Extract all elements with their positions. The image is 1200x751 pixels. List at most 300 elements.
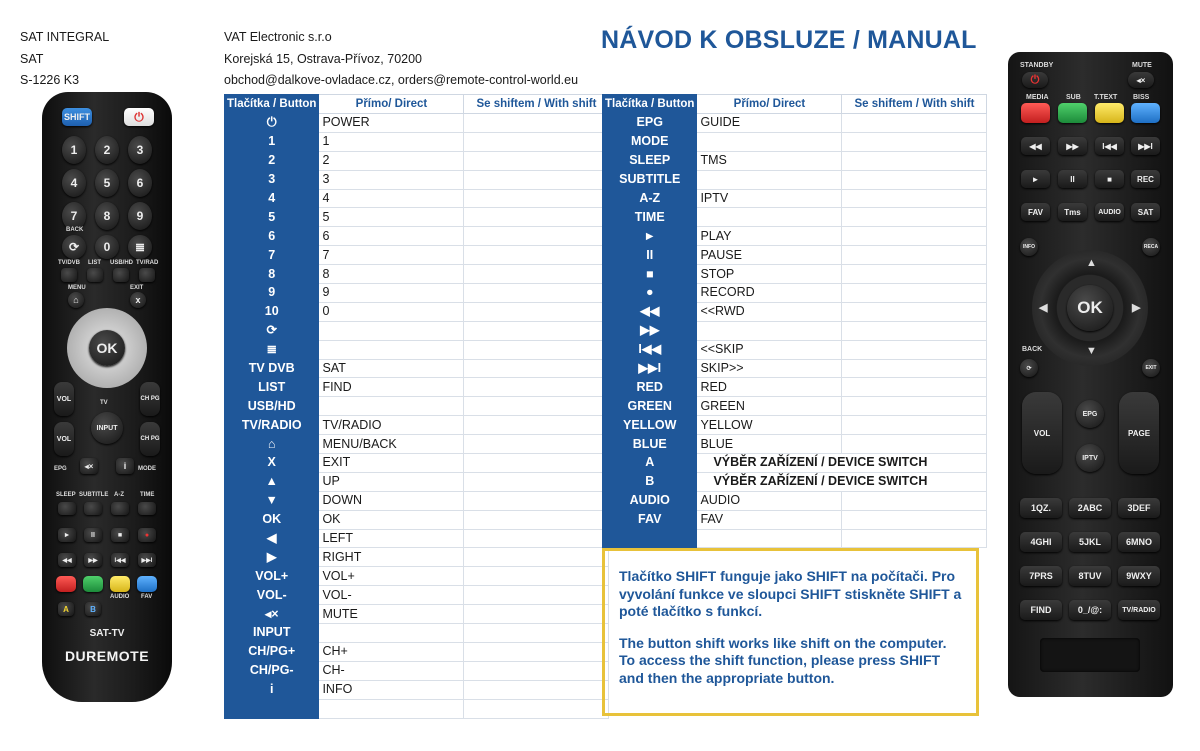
- blue-button: [1131, 103, 1160, 123]
- green-button: [83, 576, 103, 592]
- shift-function-cell: [464, 416, 609, 435]
- button-name-cell: II: [603, 246, 697, 265]
- digit-button: 4: [62, 169, 86, 197]
- rewind-icon: ◀◀: [1021, 137, 1050, 155]
- direct-function-cell: [697, 170, 842, 189]
- direct-function-cell: RIGHT: [319, 548, 464, 567]
- left-icon: ◀: [1039, 302, 1048, 314]
- button-name-cell: RED: [603, 378, 697, 397]
- button-name-cell: i: [225, 680, 319, 699]
- button-name-cell: 4: [225, 189, 319, 208]
- company-info: [224, 27, 578, 92]
- button-name-cell: EPG: [603, 114, 697, 133]
- table-row: [603, 189, 987, 208]
- direct-function-cell: 2: [319, 151, 464, 170]
- shift-function-cell: [842, 208, 987, 227]
- digit-button: 9WXY: [1118, 566, 1160, 586]
- ok-button: OK: [89, 330, 125, 366]
- company-address: Korejská 15, Ostrava-Přívoz, 70200: [224, 51, 423, 66]
- stop-icon: ■: [111, 528, 129, 542]
- back-label: BACK: [66, 227, 84, 233]
- button-name-cell: ●: [603, 284, 697, 303]
- button-name-cell: 8: [225, 265, 319, 284]
- button-name-cell: X: [225, 454, 319, 473]
- table-header-row: [603, 95, 987, 114]
- shift-function-cell: [464, 510, 609, 529]
- skip-forward-icon: ▶▶I: [1131, 137, 1160, 155]
- table-row: [603, 472, 987, 491]
- button-name-cell: 9: [225, 284, 319, 303]
- model-line: S-1226 K3: [20, 73, 80, 87]
- pause-icon: II: [84, 528, 102, 542]
- direct-function-cell: LEFT: [319, 529, 464, 548]
- button-name-cell: 10: [225, 302, 319, 321]
- digit-button: 8: [95, 202, 119, 230]
- shift-function-cell: [464, 321, 609, 340]
- button-name-cell: B: [603, 472, 697, 491]
- button-name-cell: TV DVB: [225, 359, 319, 378]
- shift-function-cell: [464, 170, 609, 189]
- direct-function-cell: OK: [319, 510, 464, 529]
- table-row: [225, 642, 609, 661]
- tms-button: Tms: [1058, 203, 1087, 221]
- shift-function-cell: [464, 284, 609, 303]
- table-row: [225, 605, 609, 624]
- back-icon: ⟳: [62, 235, 86, 259]
- button-name-cell: TV/RADIO: [225, 416, 319, 435]
- direct-function-cell: [319, 340, 464, 359]
- shift-function-cell: [842, 246, 987, 265]
- table-row: [225, 661, 609, 680]
- direct-function-cell: <<RWD: [697, 302, 842, 321]
- direct-function-cell: [319, 624, 464, 643]
- button-name-cell: ▲: [225, 472, 319, 491]
- shift-button: SHIFT: [62, 108, 92, 126]
- epg-button: EPG: [1076, 400, 1104, 428]
- table-row: [225, 472, 609, 491]
- shift-note-box: [602, 548, 979, 716]
- header-direct: Přímo/ Direct: [697, 95, 842, 114]
- duremote-remote-image: [42, 92, 172, 702]
- direct-function-cell: DOWN: [319, 491, 464, 510]
- button-name-cell: ■: [603, 265, 697, 284]
- standby-label: STANDBY: [1020, 62, 1054, 69]
- direct-function-cell: VOL+: [319, 567, 464, 586]
- direct-function-cell: IPTV: [697, 189, 842, 208]
- digit-button: 0: [95, 235, 119, 259]
- up-icon: ▲: [1086, 257, 1097, 269]
- company-email: obchod@dalkove-ovladace.cz, orders@remote-control-world.eu: [224, 73, 579, 87]
- shift-function-cell: [464, 605, 609, 624]
- button-name-cell: SLEEP: [603, 151, 697, 170]
- table-row: [225, 567, 609, 586]
- mode-label: MODE: [138, 466, 156, 472]
- table-row: [225, 680, 609, 699]
- shift-function-cell: [464, 567, 609, 586]
- direct-function-cell: STOP: [697, 265, 842, 284]
- button-name-cell: CH/PG-: [225, 661, 319, 680]
- device-switch-cell: VÝBĚR ZAŘÍZENÍ / DEVICE SWITCH: [697, 472, 987, 491]
- button-name-cell: ►: [603, 227, 697, 246]
- shift-function-cell: [842, 114, 987, 133]
- time-label: TIME: [140, 492, 155, 498]
- button-name-cell: ▶: [225, 548, 319, 567]
- model-line: SAT INTEGRAL: [20, 30, 110, 44]
- digit-button: 2ABC: [1069, 498, 1111, 518]
- table-row: [225, 151, 609, 170]
- direct-function-cell: MENU/BACK: [319, 435, 464, 454]
- button-name-cell: ◂×: [225, 605, 319, 624]
- table-row: [225, 132, 609, 151]
- model-line: SAT: [20, 51, 44, 66]
- back-label: BACK: [1022, 346, 1043, 353]
- button-name-cell: ▶▶I: [603, 359, 697, 378]
- button-name-cell: A: [603, 454, 697, 473]
- button-name-cell: GREEN: [603, 397, 697, 416]
- tv-label: TV: [100, 400, 108, 406]
- direct-function-cell: CH-: [319, 661, 464, 680]
- direct-function-cell: BLUE: [697, 435, 842, 454]
- tvradio-button: [139, 268, 155, 282]
- direct-function-cell: 6: [319, 227, 464, 246]
- direct-function-cell: SKIP>>: [697, 359, 842, 378]
- recall-button: RECA: [1142, 238, 1160, 256]
- power-icon: ⏻: [1022, 72, 1048, 88]
- table-row: [603, 208, 987, 227]
- direct-function-cell: PLAY: [697, 227, 842, 246]
- button-name-cell: CH/PG+: [225, 642, 319, 661]
- table-row: [225, 510, 609, 529]
- button-name-cell: BLUE: [603, 435, 697, 454]
- table-row: [603, 454, 987, 473]
- table-row: [225, 189, 609, 208]
- shift-function-cell: [464, 699, 609, 718]
- shift-function-cell: [464, 246, 609, 265]
- digit-button: 3DEF: [1118, 498, 1160, 518]
- find-button: FIND: [1020, 600, 1062, 620]
- shift-function-cell: [842, 397, 987, 416]
- direct-function-cell: 0: [319, 302, 464, 321]
- button-name-cell: 5: [225, 208, 319, 227]
- a-button: A: [58, 602, 74, 616]
- shift-function-cell: [842, 151, 987, 170]
- digit-button: 1: [62, 136, 86, 164]
- fav-button: FAV: [1021, 203, 1050, 221]
- direct-function-cell: AUDIO: [697, 491, 842, 510]
- shift-function-cell: [842, 510, 987, 529]
- table-row: [225, 624, 609, 643]
- direct-function-cell: INFO: [319, 680, 464, 699]
- shift-function-cell: [842, 132, 987, 151]
- info-button: INFO: [1020, 238, 1038, 256]
- table-row: [603, 265, 987, 284]
- ch-up-button: CH PG: [140, 382, 160, 416]
- direct-function-cell: CH+: [319, 642, 464, 661]
- shift-function-cell: [842, 284, 987, 303]
- direct-function-cell: [319, 397, 464, 416]
- digit-button: 8TUV: [1069, 566, 1111, 586]
- table-row: [603, 170, 987, 189]
- direct-function-cell: MUTE: [319, 605, 464, 624]
- shift-function-cell: [842, 359, 987, 378]
- direct-function-cell: [697, 321, 842, 340]
- table-row: [225, 416, 609, 435]
- shift-function-cell: [842, 435, 987, 454]
- skip-back-icon: I◀◀: [111, 553, 129, 567]
- menu-label: MENU: [68, 285, 86, 291]
- button-table-right: [602, 94, 987, 548]
- button-name-cell: [603, 529, 697, 548]
- button-name-cell: 6: [225, 227, 319, 246]
- time-button: [138, 502, 156, 515]
- subtitle-button: [84, 502, 102, 515]
- shift-function-cell: [464, 265, 609, 284]
- direct-function-cell: <<SKIP: [697, 340, 842, 359]
- mute-icon: ◂×: [80, 458, 98, 474]
- direct-function-cell: 8: [319, 265, 464, 284]
- direct-function-cell: [319, 321, 464, 340]
- button-name-cell: VOL-: [225, 586, 319, 605]
- button-name-cell: YELLOW: [603, 416, 697, 435]
- direct-function-cell: GUIDE: [697, 114, 842, 133]
- shift-function-cell: [464, 302, 609, 321]
- shift-function-cell: [464, 454, 609, 473]
- header-button: Tlačítka / Button: [225, 95, 319, 114]
- table-row: [603, 151, 987, 170]
- table-row: [225, 284, 609, 303]
- direct-function-cell: [697, 132, 842, 151]
- button-name-cell: ▶▶: [603, 321, 697, 340]
- button-name-cell: ◀: [225, 529, 319, 548]
- digit-button: 6: [128, 169, 152, 197]
- table-row: [603, 416, 987, 435]
- table-row: [225, 246, 609, 265]
- az-button: [111, 502, 129, 515]
- direct-function-cell: EXIT: [319, 454, 464, 473]
- digit-button: 0_/@:: [1069, 600, 1111, 620]
- shift-function-cell: [464, 378, 609, 397]
- iptv-button: IPTV: [1076, 444, 1104, 472]
- table-row: [603, 227, 987, 246]
- table-row: [225, 586, 609, 605]
- direct-function-cell: 4: [319, 189, 464, 208]
- list-button: [87, 268, 103, 282]
- shift-function-cell: [464, 340, 609, 359]
- skip-forward-icon: ▶▶I: [138, 553, 156, 567]
- direct-function-cell: [697, 208, 842, 227]
- exit-button: EXIT: [1142, 359, 1160, 377]
- table-row: [225, 548, 609, 567]
- input-button: INPUT: [91, 412, 123, 444]
- tvrad-label: TV/RAD: [136, 260, 159, 266]
- company-name: VAT Electronic s.r.o: [224, 30, 332, 44]
- table-row: [225, 491, 609, 510]
- table-row: [603, 321, 987, 340]
- vol-down-button: VOL: [54, 422, 74, 456]
- b-button: B: [85, 602, 101, 616]
- list-icon: ≣: [128, 235, 152, 259]
- ch-down-button: CH PG: [140, 422, 160, 456]
- button-name-cell: I◀◀: [603, 340, 697, 359]
- media-label: MEDIA: [1026, 94, 1049, 101]
- direct-function-cell: 3: [319, 170, 464, 189]
- page-title: NÁVOD K OBSLUZE / MANUAL: [601, 26, 977, 54]
- table-row: [603, 114, 987, 133]
- shift-function-cell: [464, 189, 609, 208]
- button-name-cell: MODE: [603, 132, 697, 151]
- vol-up-button: VOL: [54, 382, 74, 416]
- button-name-cell: ▼: [225, 491, 319, 510]
- shift-function-cell: [464, 661, 609, 680]
- shift-function-cell: [464, 586, 609, 605]
- list-label: LIST: [88, 260, 101, 266]
- table-row: [603, 359, 987, 378]
- shift-note-cz: Tlačítko SHIFT funguje jako SHIFT na počítači. Pro vyvolání funkce ve sloupci SHIFT stiskněte SHIFT a poté tlačítko s funkcí.: [619, 568, 962, 619]
- button-name-cell: INPUT: [225, 624, 319, 643]
- sat-button: SAT: [1131, 203, 1160, 221]
- yellow-button: [1095, 103, 1124, 123]
- shift-function-cell: [842, 302, 987, 321]
- table-header-row: [225, 95, 609, 114]
- shift-function-cell: [464, 472, 609, 491]
- mute-label: MUTE: [1132, 62, 1152, 69]
- table-row: [225, 529, 609, 548]
- digit-button: 7PRS: [1020, 566, 1062, 586]
- page-rocker: PAGE: [1119, 392, 1159, 474]
- button-name-cell: 7: [225, 246, 319, 265]
- direct-function-cell: TV/RADIO: [319, 416, 464, 435]
- direct-function-cell: [697, 529, 842, 548]
- table-row: [603, 340, 987, 359]
- shift-function-cell: [842, 529, 987, 548]
- digit-button: 9: [128, 202, 152, 230]
- direct-function-cell: VOL-: [319, 586, 464, 605]
- table-row: [225, 340, 609, 359]
- right-icon: ▶: [1132, 302, 1141, 314]
- table-row: [225, 114, 609, 133]
- table-row: [225, 170, 609, 189]
- az-label: A-Z: [114, 492, 124, 498]
- original-remote-image: [1008, 52, 1173, 697]
- fast-forward-icon: ▶▶: [84, 553, 102, 567]
- model-label: SAT-TV: [89, 628, 125, 639]
- sub-label: SUB: [1066, 94, 1081, 101]
- exit-label: EXIT: [130, 285, 144, 291]
- shift-function-cell: [842, 491, 987, 510]
- table-row: [225, 454, 609, 473]
- table-row: [603, 435, 987, 454]
- fast-forward-icon: ▶▶: [1058, 137, 1087, 155]
- play-icon: ►: [58, 528, 76, 542]
- sleep-label: SLEEP: [56, 492, 76, 498]
- table-row: [225, 321, 609, 340]
- usbhd-button: [113, 268, 129, 282]
- table-row: [225, 302, 609, 321]
- table-row: [225, 359, 609, 378]
- shift-function-cell: [464, 227, 609, 246]
- table-row: [225, 265, 609, 284]
- model-info: [20, 27, 109, 92]
- shift-function-cell: [464, 680, 609, 699]
- rec-button: REC: [1131, 170, 1160, 188]
- button-name-cell: LIST: [225, 378, 319, 397]
- shift-function-cell: [842, 340, 987, 359]
- header-shift: Se shiftem / With shift: [842, 95, 987, 114]
- digit-button: 1QZ.: [1020, 498, 1062, 518]
- button-name-cell: 1: [225, 132, 319, 151]
- ok-button: OK: [1067, 285, 1113, 331]
- shift-function-cell: [464, 491, 609, 510]
- table-row: [603, 302, 987, 321]
- button-name-cell: ≣: [225, 340, 319, 359]
- play-icon: ►: [1021, 170, 1050, 188]
- home-icon: ⌂: [68, 292, 84, 308]
- green-button: [1058, 103, 1087, 123]
- shift-function-cell: [464, 359, 609, 378]
- biss-label: BISS: [1133, 94, 1150, 101]
- down-icon: ▼: [1086, 345, 1097, 357]
- table-row: [225, 208, 609, 227]
- direct-function-cell: RECORD: [697, 284, 842, 303]
- shift-function-cell: [842, 378, 987, 397]
- rewind-icon: ◀◀: [58, 553, 76, 567]
- power-icon: ⏻: [124, 108, 154, 126]
- table-row: [225, 435, 609, 454]
- button-name-cell: A-Z: [603, 189, 697, 208]
- shift-function-cell: [842, 265, 987, 284]
- tvradio-button: TV/RADIO: [1118, 600, 1160, 620]
- shift-function-cell: [842, 321, 987, 340]
- button-name-cell: FAV: [603, 510, 697, 529]
- direct-function-cell: PAUSE: [697, 246, 842, 265]
- direct-function-cell: SAT: [319, 359, 464, 378]
- tvdvb-button: [61, 268, 77, 282]
- digit-button: 5: [95, 169, 119, 197]
- shift-function-cell: [464, 548, 609, 567]
- header-shift: Se shiftem / With shift: [464, 95, 609, 114]
- table-row: [603, 246, 987, 265]
- pause-icon: II: [1058, 170, 1087, 188]
- button-name-cell: 2: [225, 151, 319, 170]
- button-name-cell: ⌂: [225, 435, 319, 454]
- button-name-cell: 3: [225, 170, 319, 189]
- shift-function-cell: [464, 132, 609, 151]
- direct-function-cell: UP: [319, 472, 464, 491]
- device-switch-cell: VÝBĚR ZAŘÍZENÍ / DEVICE SWITCH: [697, 454, 987, 473]
- direct-function-cell: 1: [319, 132, 464, 151]
- stop-icon: ■: [1095, 170, 1124, 188]
- red-button: [56, 576, 76, 592]
- ttext-label: T.TEXT: [1094, 94, 1118, 101]
- header-button: Tlačítka / Button: [603, 95, 697, 114]
- digit-button: 4GHI: [1020, 532, 1062, 552]
- table-row: [603, 132, 987, 151]
- tvdvb-label: TV/DVB: [58, 260, 81, 266]
- shift-function-cell: [464, 529, 609, 548]
- shift-function-cell: [464, 435, 609, 454]
- direct-function-cell: [319, 699, 464, 718]
- info-button: i: [116, 458, 134, 474]
- yellow-button: [110, 576, 130, 592]
- button-table-left: [224, 94, 609, 719]
- button-name-cell: ◀◀: [603, 302, 697, 321]
- button-name-cell: ⟳: [225, 321, 319, 340]
- button-name-cell: [225, 699, 319, 718]
- table-row: [603, 491, 987, 510]
- shift-function-cell: [842, 416, 987, 435]
- shift-function-cell: [464, 151, 609, 170]
- brand-logo: DUREMOTE: [64, 648, 150, 664]
